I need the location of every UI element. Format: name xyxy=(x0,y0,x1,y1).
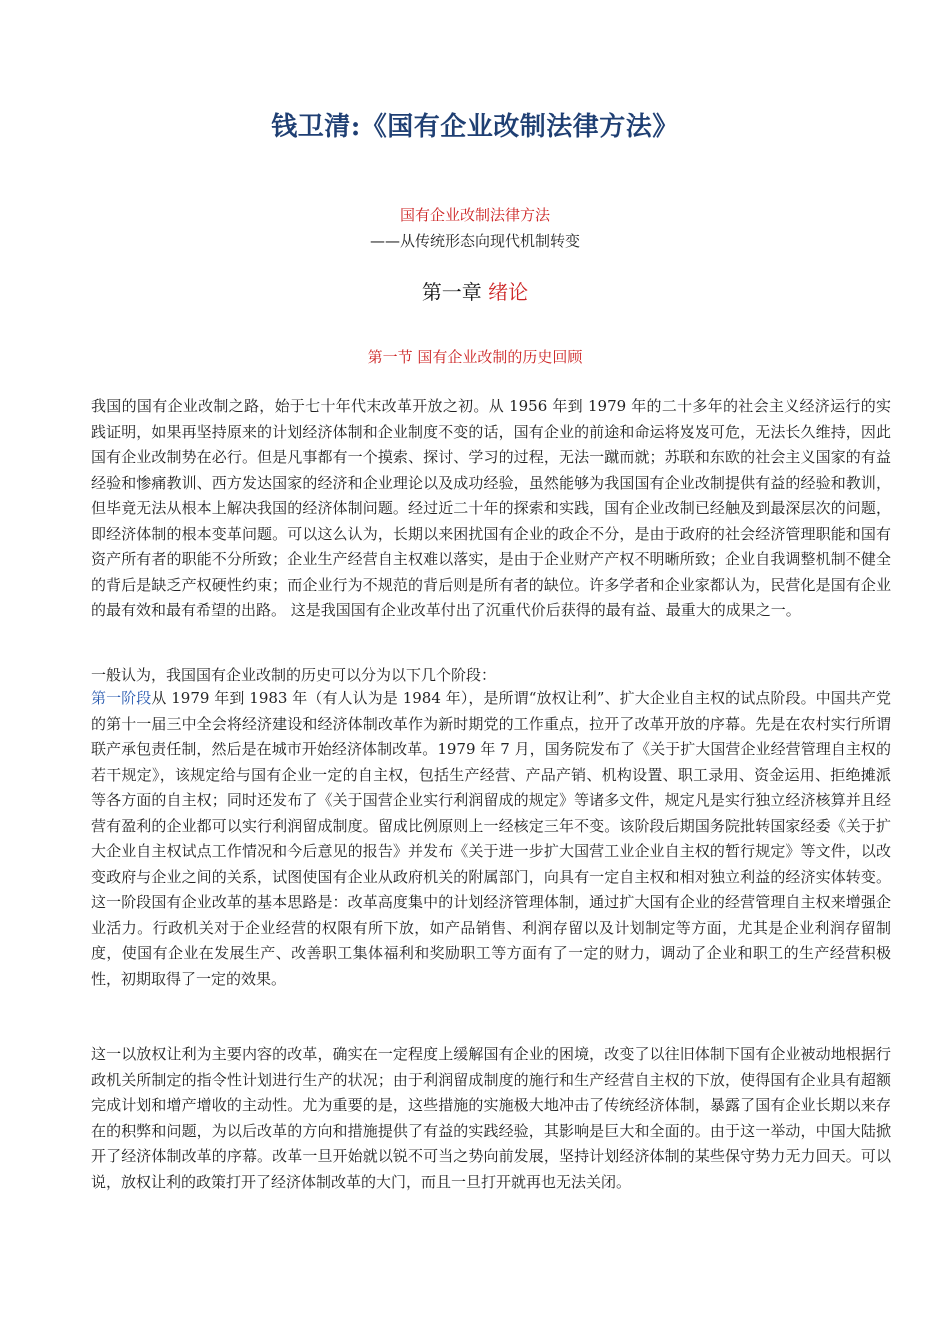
paragraph-stages-intro: 一般认为，我国国有企业改制的历史可以分为以下几个阶段： xyxy=(91,666,497,684)
book-subtitle-secondary: ——从传统形态向现代机制转变 xyxy=(369,232,580,250)
paragraph-intro: 我国的国有企业改制之路，始于七十年代末改革开放之初。从 1956 年到 1979 年的二十多年的社会主义经济运行的实践证明，如果再坚持原来的计划经济体制和企业制度不变的话，国有企业的前途和命运将岌岌可危，无法长久维持，因此国有企业改制势在必行。但是凡事都有一个摸索、探讨、学习的过程，无法一蹴而就；苏联和东欧的社会主义国家的有益经验和惨痛教训、西方发达国家的经济和企业理论以及成功经验，虽然能够为我国国有企业改制提供有益的经验和教训，但毕竟无法从根本上解决我国的经济体制问题。经过近二十年的探索和实践，国有企业改制已经触及到最深层次的问题，即经济体制的根本变革问题。可以这么认为，长期以来困扰国有企业的政企不分，是由于政府的社会经济管理职能和国有资产所有者的职能不分所致；企业生产经营自主权难以落实，是由于企业财产产权不明晰所致；企业自我调整机制不健全的背后是缺乏产权硬性约束；而企业行为不规范的背后则是所有者的缺位。许多学者和企业家都认为，民营化是国有企业的最有效和最有希望的出路。 这是我国国有企业改革付出了沉重代价后获得的最有益、最重大的成果之一。 xyxy=(91,397,891,619)
chapter-heading xyxy=(0,276,950,305)
page-title: 钱卫清:《国有企业改制法律方法》 xyxy=(271,112,679,142)
stage-one-label: 第一阶段 xyxy=(91,689,152,707)
paragraph-reform-impact: 这一以放权让利为主要内容的改革，确实在一定程度上缓解国有企业的困境，改变了以往旧体制下国有企业被动地根据行政机关所制定的指令性计划进行生产的状况；由于利润留成制度的施行和生产经营自主权的下放，使得国有企业具有超额完成计划和增产增收的主动性。尤为重要的是，这些措施的实施极大地冲击了传统经济体制，暴露了国有企业长期以来存在的积弊和问题，为以后改革的方向和措施提供了有益的实践经验，其影响是巨大和全面的。由于这一举动，中国大陆掀开了经济体制改革的序幕。改革一旦开始就以锐不可当之势向前发展，坚持计划经济体制的某些保守势力无力回天。可以说，放权让利的政策打开了经济体制改革的大门，而且一旦打开就再也无法关闭。 xyxy=(91,1045,891,1191)
paragraph-stage-one xyxy=(91,686,891,992)
section-heading: 第一节 国有企业改制的历史回顾 xyxy=(367,348,583,366)
chapter-name: 绪论 xyxy=(488,280,529,304)
chapter-label: 第一章 xyxy=(421,280,482,304)
stage-one-text: 从 1979 年到 1983 年（有人认为是 1984 年），是所谓“放权让利”、扩大企业自主权的试点阶段。中国共产党的第十一届三中全会将经济建设和经济体制改革作为新时期党的工作重点，拉开了改革开放的序幕。先是在农村实行所谓联产承包责任制，然后是在城市开始经济体制改革。1979 年 7 月，国务院发布了《关于扩大国营企业经营管理自主权的若干规定》，该规定给与国有企业一定的自主权，包括生产经营、产品产销、机构设置、职工录用、资金运用、拒绝摊派等各方面的自主权；同时还发布了《关于国营企业实行利润留成的规定》等诸多文件，规定凡是实行独立经济核算并且经营有盈利的企业都可以实行利润留成制度。留成比例原则上一经核定三年不变。该阶段后期国务院批转国家经委《关于扩大企业自主权试点工作情况和今后意见的报告》并发布《关于进一步扩大国营工业企业自主权的暂行规定》等文件，以改变政府与企业之间的关系，试图使国有企业从政府机关的附属部门，向具有一定自主权和相对独立利益的经济实体转变。这一阶段国有企业改革的基本思路是：改革高度集中的计划经济管理体制，通过扩大国有企业的经营管理自主权来增强企业活力。行政机关对于企业经营的权限有所下放，如产品销售、利润存留以及计划制定等方面，尤其是企业利润存留制度，使国有企业在发展生产、改善职工集体福利和奖励职工等方面有了一定的财力，调动了企业和职工的生产经营积极性，初期取得了一定的效果。 xyxy=(91,689,891,988)
book-subtitle: 国有企业改制法律方法 xyxy=(399,206,550,224)
